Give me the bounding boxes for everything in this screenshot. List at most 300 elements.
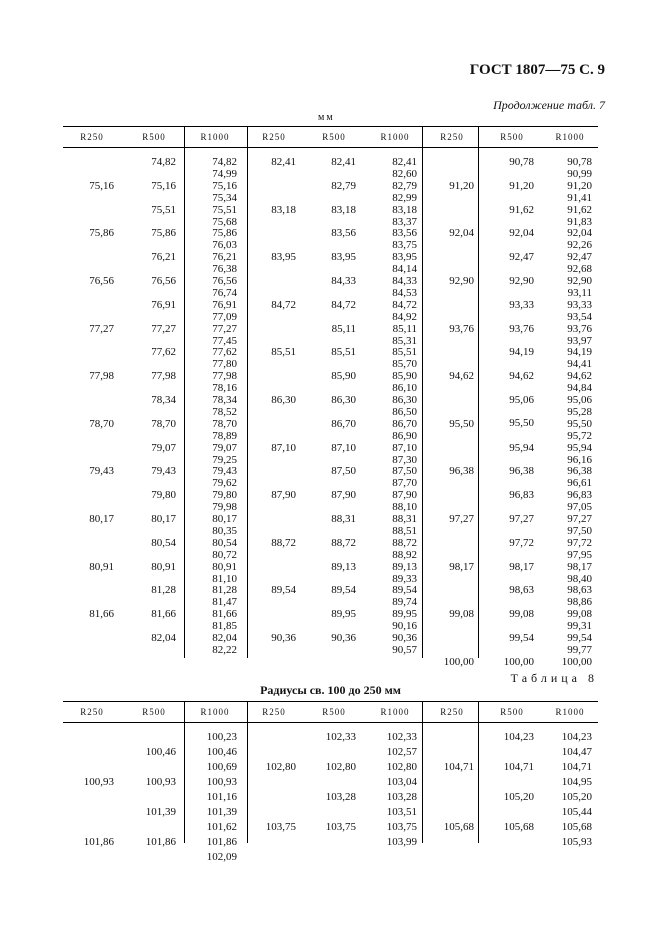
- table-cell: 101,62: [206, 821, 237, 833]
- table-cell: 105,20: [503, 791, 534, 803]
- table-cell: 97,27: [449, 513, 474, 525]
- table-cell: 87,10: [331, 441, 356, 454]
- column-header: R250: [80, 132, 104, 142]
- column-divider: [184, 148, 185, 658]
- table-cell: 89,33: [392, 572, 417, 585]
- table-cell: 85,70: [392, 358, 417, 371]
- table-cell: 92,90: [449, 275, 474, 287]
- table-cell: 83,18: [271, 203, 296, 216]
- table-cell: 82,41: [271, 156, 296, 168]
- table-cell: 89,13: [331, 560, 356, 573]
- table-cell: 82,41: [392, 156, 417, 168]
- table-cell: 95,50: [567, 417, 592, 430]
- table-cell: 83,95: [271, 251, 296, 264]
- table-cell: 92,90: [509, 275, 534, 287]
- column-header: R1000: [380, 132, 410, 142]
- column-divider: [422, 723, 423, 843]
- table-cell: 90,99: [567, 167, 592, 180]
- table-cell: 80,17: [212, 513, 237, 525]
- table-cell: 76,56: [212, 275, 237, 287]
- table-cell: 75,51: [151, 203, 176, 216]
- column-header: R1000: [380, 707, 410, 717]
- table-cell: 100,00: [561, 655, 592, 668]
- table-cell: 91,20: [509, 179, 534, 192]
- table-cell: 96,83: [567, 489, 592, 502]
- table-cell: 87,90: [331, 489, 356, 502]
- table-cell: 74,82: [151, 156, 176, 168]
- table-cell: 92,04: [567, 227, 592, 240]
- table-cell: 98,40: [567, 572, 592, 585]
- table-cell: 105,68: [561, 821, 592, 833]
- table-cell: 78,89: [212, 429, 237, 442]
- column-header: R1000: [555, 707, 585, 717]
- table-cell: 103,28: [325, 791, 356, 803]
- table-cell: 82,22: [212, 643, 237, 656]
- table-cell: 101,16: [206, 791, 237, 803]
- column-divider: [478, 702, 479, 722]
- table-cell: 105,68: [443, 821, 474, 833]
- table-cell: 93,97: [567, 334, 592, 347]
- table-cell: 93,33: [567, 298, 592, 311]
- table-cell: 100,46: [206, 746, 237, 758]
- table-cell: 82,04: [151, 632, 176, 644]
- column-header: R500: [142, 132, 166, 142]
- table-cell: 87,50: [392, 465, 417, 478]
- table-cell: 103,04: [386, 776, 417, 788]
- table-cell: 77,45: [212, 334, 237, 347]
- table-cell: 91,20: [449, 179, 474, 192]
- table-cell: 102,80: [386, 761, 417, 773]
- table-cell: 103,99: [386, 836, 417, 848]
- table-cell: 84,14: [392, 263, 417, 276]
- table-cell: 94,41: [567, 358, 592, 371]
- table-cell: 79,80: [151, 489, 176, 502]
- table-8-label: Таблица 8: [510, 671, 598, 685]
- column-divider: [247, 702, 248, 722]
- table-cell: 78,34: [212, 394, 237, 406]
- table-cell: 85,31: [392, 334, 417, 347]
- table-cell: 82,79: [331, 179, 356, 192]
- table-cell: 80,91: [151, 560, 176, 573]
- table-cell: 82,60: [392, 167, 417, 180]
- table-cell: 92,04: [449, 227, 474, 240]
- column-divider: [184, 702, 185, 722]
- table-cell: 75,16: [212, 179, 237, 192]
- table-cell: 104,95: [561, 776, 592, 788]
- table-cell: 84,72: [392, 298, 417, 311]
- table-cell: 95,94: [509, 441, 534, 454]
- table-cell: 83,95: [392, 251, 417, 264]
- table-cell: 100,23: [206, 731, 237, 743]
- table-cell: 89,13: [392, 560, 417, 573]
- table-cell: 76,21: [151, 251, 176, 264]
- table-cell: 102,80: [325, 761, 356, 773]
- table-cell: 76,03: [212, 239, 237, 252]
- table-cell: 78,70: [212, 417, 237, 430]
- column-divider: [247, 723, 248, 843]
- table-cell: 79,62: [212, 477, 237, 490]
- table-cell: 86,50: [392, 405, 417, 418]
- table-cell: 75,51: [212, 203, 237, 216]
- table-cell: 81,28: [151, 584, 176, 597]
- table-cell: 77,09: [212, 310, 237, 323]
- column-header: R500: [322, 132, 346, 142]
- table-8-title: Радиусы св. 100 до 250 мм: [260, 683, 401, 697]
- table-cell: 78,70: [89, 417, 114, 430]
- table-cell: 98,17: [509, 560, 534, 573]
- table-cell: 104,47: [561, 746, 592, 758]
- table-cell: 86,30: [392, 394, 417, 406]
- table-cell: 79,25: [212, 453, 237, 466]
- table-cell: 83,75: [392, 239, 417, 252]
- table-cell: 97,27: [567, 513, 592, 525]
- table-cell: 103,75: [386, 821, 417, 833]
- table-cell: 81,66: [151, 608, 176, 621]
- table-cell: 77,62: [212, 346, 237, 359]
- table-cell: 83,18: [331, 203, 356, 216]
- table-cell: 80,91: [212, 560, 237, 573]
- column-divider: [184, 127, 185, 147]
- table-cell: 90,57: [392, 643, 417, 656]
- table-cell: 87,90: [271, 489, 296, 502]
- table-cell: 84,53: [392, 286, 417, 299]
- table-cell: 99,54: [509, 632, 534, 644]
- table-cell: 76,91: [212, 298, 237, 311]
- table-cell: 75,68: [212, 215, 237, 228]
- table-cell: 87,90: [392, 489, 417, 502]
- column-header: R500: [142, 707, 166, 717]
- column-divider: [422, 702, 423, 722]
- table-cell: 76,74: [212, 286, 237, 299]
- table-cell: 90,78: [567, 156, 592, 168]
- table-cell: 102,80: [265, 761, 296, 773]
- table-cell: 82,99: [392, 191, 417, 204]
- table-cell: 96,38: [509, 465, 534, 478]
- table-cell: 90,36: [331, 632, 356, 644]
- table-cell: 74,82: [212, 156, 237, 168]
- table-cell: 89,54: [271, 584, 296, 597]
- column-header-row: [63, 126, 598, 148]
- table-cell: 92,47: [509, 251, 534, 264]
- table-cell: 103,75: [265, 821, 296, 833]
- table-cell: 103,75: [325, 821, 356, 833]
- table-cell: 75,86: [212, 227, 237, 240]
- table-cell: 77,98: [89, 370, 114, 383]
- table-8: [63, 701, 598, 863]
- table-cell: 96,16: [567, 453, 592, 466]
- table-cell: 89,95: [331, 608, 356, 621]
- table-cell: 104,71: [443, 761, 474, 773]
- table-cell: 78,52: [212, 405, 237, 418]
- table-cell: 98,63: [509, 584, 534, 597]
- table-cell: 104,23: [503, 731, 534, 743]
- table-cell: 88,72: [271, 536, 296, 549]
- table-cell: 100,93: [206, 776, 237, 788]
- table-cell: 75,16: [151, 179, 176, 192]
- table-cell: 76,91: [151, 298, 176, 311]
- column-header-row: [63, 701, 598, 723]
- table-cell: 95,28: [567, 405, 592, 418]
- table-cell: 100,00: [503, 655, 534, 668]
- column-divider: [422, 127, 423, 147]
- table-cell: 81,28: [212, 584, 237, 597]
- table-cell: 92,26: [567, 239, 592, 252]
- table-cell: 95,50: [449, 417, 474, 430]
- table-cell: 85,90: [392, 370, 417, 383]
- table-cell: 79,43: [212, 465, 237, 478]
- table-cell: 85,11: [331, 322, 356, 335]
- table-cell: 105,93: [561, 836, 592, 848]
- table-cell: 80,54: [212, 536, 237, 549]
- table-cell: 93,33: [509, 298, 534, 311]
- table-cell: 105,20: [561, 791, 592, 803]
- table-cell: 94,19: [509, 346, 534, 359]
- table-cell: 76,56: [151, 275, 176, 287]
- table-cell: 77,27: [89, 322, 114, 335]
- table-cell: 92,04: [509, 227, 534, 240]
- table-cell: 86,10: [392, 382, 417, 395]
- table-cell: 91,20: [567, 179, 592, 192]
- table-cell: 105,68: [503, 821, 534, 833]
- table-cell: 76,38: [212, 263, 237, 276]
- table-cell: 99,08: [567, 608, 592, 621]
- table-cell: 92,47: [567, 251, 592, 264]
- table-cell: 98,63: [567, 584, 592, 597]
- column-header: R250: [80, 707, 104, 717]
- table-cell: 88,72: [331, 536, 356, 549]
- table-cell: 91,62: [509, 203, 534, 216]
- table-cell: 95,06: [567, 394, 592, 406]
- table-cell: 96,61: [567, 477, 592, 490]
- column-header: R250: [262, 132, 286, 142]
- table-cell: 99,31: [567, 620, 592, 633]
- column-header: R500: [322, 707, 346, 717]
- table-cell: 96,38: [567, 465, 592, 478]
- table-cell: 85,90: [331, 370, 356, 383]
- table-cell: 81,85: [212, 620, 237, 633]
- table-cell: 96,83: [509, 489, 534, 502]
- column-divider: [247, 127, 248, 147]
- table-cell: 90,16: [392, 620, 417, 633]
- column-divider: [478, 148, 479, 658]
- table-cell: 88,31: [392, 513, 417, 525]
- column-header: R1000: [555, 132, 585, 142]
- table-cell: 75,34: [212, 191, 237, 204]
- column-header: R500: [500, 132, 524, 142]
- table-cell: 97,27: [509, 513, 534, 525]
- table-cell: 94,19: [567, 346, 592, 359]
- table-cell: 90,36: [271, 632, 296, 644]
- table-cell: 95,94: [567, 441, 592, 454]
- table-cell: 80,54: [151, 536, 176, 549]
- table-cell: 90,78: [509, 156, 534, 168]
- table-cell: 91,62: [567, 203, 592, 216]
- table-cell: 80,91: [89, 560, 114, 573]
- table-cell: 101,86: [206, 836, 237, 848]
- table-cell: 104,71: [561, 761, 592, 773]
- column-header: R1000: [200, 707, 230, 717]
- table-cell: 99,08: [449, 608, 474, 621]
- table-cell: 79,43: [89, 465, 114, 478]
- table-cell: 81,66: [212, 608, 237, 621]
- table-cell: 88,10: [392, 501, 417, 514]
- table-cell: 95,06: [509, 394, 534, 406]
- table-cell: 93,54: [567, 310, 592, 323]
- table-cell: 97,95: [567, 548, 592, 561]
- table-cell: 103,51: [386, 806, 417, 818]
- table-cell: 100,69: [206, 761, 237, 773]
- table-cell: 102,09: [206, 851, 237, 863]
- table-cell: 80,17: [151, 513, 176, 525]
- column-divider: [422, 148, 423, 658]
- table-cell: 89,95: [392, 608, 417, 621]
- table-cell: 80,35: [212, 524, 237, 537]
- table-cell: 83,56: [392, 227, 417, 240]
- table-cell: 87,10: [271, 441, 296, 454]
- table-cell: 93,76: [449, 322, 474, 335]
- table-cell: 101,39: [145, 806, 176, 818]
- table-cell: 77,80: [212, 358, 237, 371]
- table-cell: 102,57: [386, 746, 417, 758]
- table-7: [63, 126, 598, 668]
- table-cell: 79,80: [212, 489, 237, 502]
- table-cell: 97,72: [567, 536, 592, 549]
- table-cell: 88,51: [392, 524, 417, 537]
- table-cell: 82,04: [212, 632, 237, 644]
- table-cell: 91,41: [567, 191, 592, 204]
- table-cell: 88,92: [392, 548, 417, 561]
- table-cell: 75,86: [89, 227, 114, 240]
- table-cell: 93,76: [509, 322, 534, 335]
- table-cell: 98,17: [449, 560, 474, 573]
- table-cell: 80,17: [89, 513, 114, 525]
- table-cell: 77,98: [151, 370, 176, 383]
- table-cell: 86,30: [331, 394, 356, 406]
- table-cell: 96,38: [449, 465, 474, 478]
- table-cell: 78,16: [212, 382, 237, 395]
- table-cell: 94,62: [509, 370, 534, 383]
- table-cell: 94,62: [567, 370, 592, 383]
- page-header: ГОСТ 1807—75 С. 9: [469, 62, 605, 78]
- table-cell: 90,36: [392, 632, 417, 644]
- table-cell: 79,07: [151, 441, 176, 454]
- table-cell: 75,16: [89, 179, 114, 192]
- column-divider: [184, 723, 185, 843]
- column-header: R250: [440, 707, 464, 717]
- table-cell: 95,50: [509, 416, 534, 429]
- table-cell: 87,50: [331, 465, 356, 478]
- column-header: R250: [440, 132, 464, 142]
- table-cell: 100,46: [145, 746, 176, 758]
- table-cell: 76,56: [89, 275, 114, 287]
- table-cell: 77,27: [212, 322, 237, 335]
- table-cell: 101,86: [145, 836, 176, 848]
- table-cell: 103,28: [386, 791, 417, 803]
- table-cell: 84,33: [392, 275, 417, 287]
- table-cell: 80,72: [212, 548, 237, 561]
- table-cell: 92,68: [567, 263, 592, 276]
- table-cell: 85,51: [331, 346, 356, 359]
- table-cell: 81,47: [212, 596, 237, 609]
- table-cell: 99,77: [567, 643, 592, 656]
- table-cell: 83,56: [331, 227, 356, 240]
- table-cell: 104,23: [561, 731, 592, 743]
- table-cell: 89,54: [331, 584, 356, 597]
- table-cell: 84,92: [392, 310, 417, 323]
- table-body: [63, 148, 598, 668]
- column-header: R500: [500, 707, 524, 717]
- table-cell: 87,70: [392, 477, 417, 490]
- column-header: R1000: [200, 132, 230, 142]
- table-cell: 100,93: [83, 776, 114, 788]
- table-cell: 85,51: [392, 346, 417, 359]
- table-cell: 74,99: [212, 167, 237, 180]
- table-cell: 85,11: [392, 322, 417, 335]
- table-cell: 78,70: [151, 417, 176, 430]
- table-cell: 84,33: [331, 275, 356, 287]
- table-cell: 79,43: [151, 465, 176, 478]
- table-cell: 77,98: [212, 370, 237, 383]
- column-divider: [478, 127, 479, 147]
- column-header: R250: [262, 707, 286, 717]
- table-cell: 97,05: [567, 501, 592, 514]
- table-cell: 100,00: [443, 655, 474, 668]
- table-cell: 95,72: [567, 429, 592, 442]
- table-cell: 86,70: [331, 417, 356, 430]
- table-cell: 77,62: [151, 346, 176, 359]
- table-cell: 94,84: [567, 382, 592, 395]
- table-cell: 79,07: [212, 441, 237, 454]
- table-cell: 98,17: [567, 560, 592, 573]
- table-cell: 94,62: [449, 370, 474, 383]
- unit-label: мм: [318, 112, 335, 123]
- table-cell: 97,72: [509, 536, 534, 549]
- table-cell: 88,31: [331, 513, 356, 525]
- table-cell: 89,74: [392, 596, 417, 609]
- table-cell: 81,10: [212, 572, 237, 585]
- table-cell: 93,76: [567, 322, 592, 335]
- table-cell: 78,34: [151, 394, 176, 406]
- table-body: [63, 723, 598, 863]
- table-cell: 99,08: [509, 608, 534, 621]
- table-cell: 99,54: [567, 632, 592, 644]
- table-cell: 102,33: [325, 731, 356, 743]
- table-cell: 79,98: [212, 501, 237, 514]
- table-cell: 83,18: [392, 203, 417, 216]
- table-cell: 84,72: [271, 298, 296, 311]
- table-cell: 105,44: [561, 806, 592, 818]
- table-cell: 101,86: [83, 836, 114, 848]
- table-cell: 75,86: [151, 227, 176, 240]
- table-cell: 76,21: [212, 251, 237, 264]
- table-cell: 86,30: [271, 394, 296, 406]
- table-cell: 82,41: [331, 156, 356, 168]
- column-divider: [478, 723, 479, 843]
- table-cell: 85,51: [271, 346, 296, 359]
- table-cell: 104,71: [503, 761, 534, 773]
- column-divider: [247, 148, 248, 658]
- table-cell: 97,50: [567, 524, 592, 537]
- table-cell: 101,39: [206, 806, 237, 818]
- table-cell: 89,54: [392, 584, 417, 597]
- table-cell: 86,90: [392, 429, 417, 442]
- table-cell: 102,33: [386, 731, 417, 743]
- table-cell: 83,37: [392, 215, 417, 228]
- table-cell: 91,83: [567, 215, 592, 228]
- table-cell: 100,93: [145, 776, 176, 788]
- table-cell: 82,79: [392, 179, 417, 192]
- continuation-note: Продолжение табл. 7: [493, 98, 605, 112]
